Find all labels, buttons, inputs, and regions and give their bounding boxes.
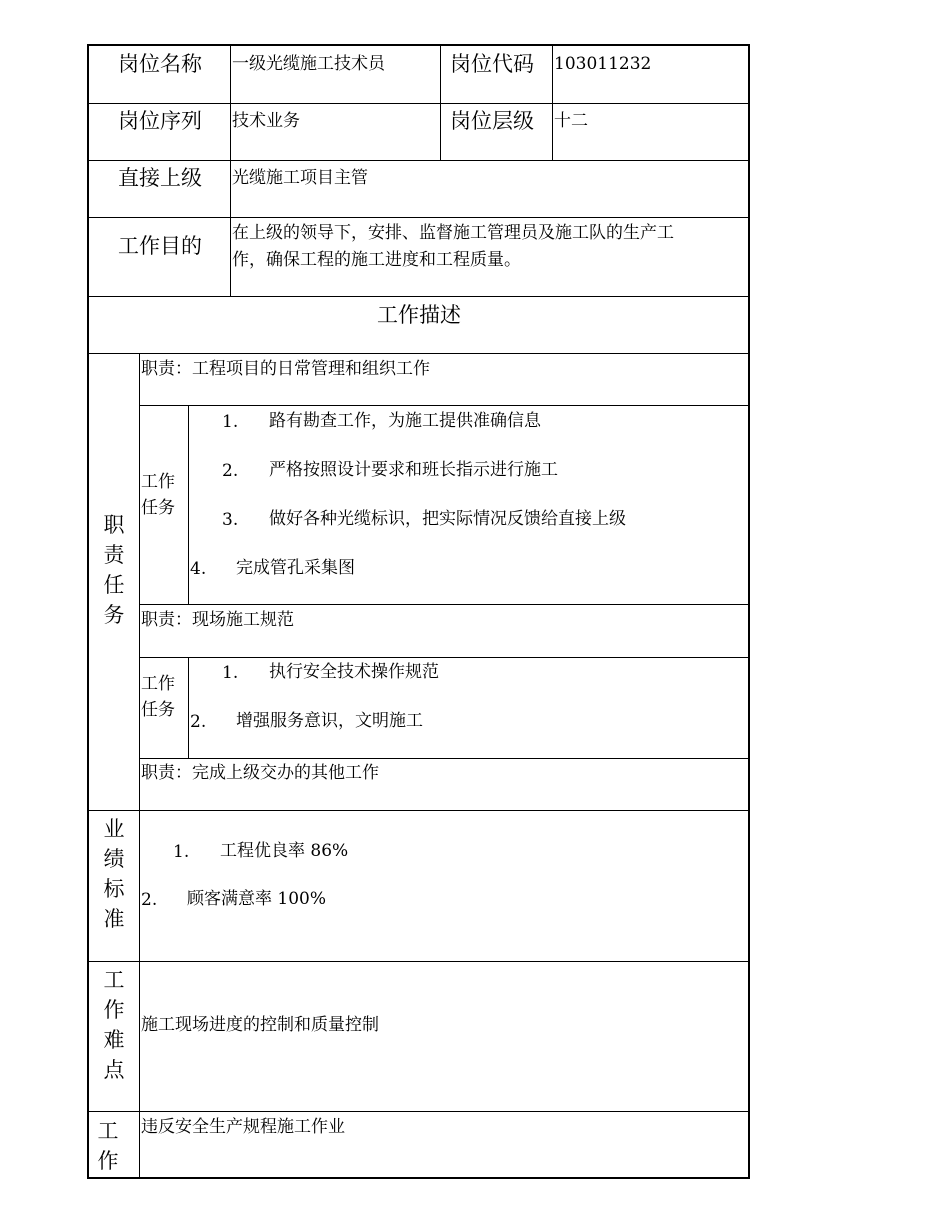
task-number: 3.: [222, 510, 239, 530]
responsibilities-label: 职责任务: [103, 513, 125, 627]
row-divider: [87, 961, 750, 962]
task-text: 增强服务意识，文明施工: [236, 711, 423, 731]
col-divider: [552, 44, 553, 161]
row-divider: [87, 160, 750, 161]
row-divider: [139, 604, 750, 605]
supervisor-value: 光缆施工项目主管: [232, 168, 368, 188]
position-code-label: 岗位代码: [450, 52, 534, 76]
description-title: 工作描述: [377, 303, 461, 327]
duty-title: 职责：现场施工规范: [141, 610, 294, 630]
row-divider: [87, 217, 750, 218]
task-number: 2.: [190, 712, 207, 732]
supervisor-label: 直接上级: [118, 166, 202, 190]
difficulty-text: 施工现场进度的控制和质量控制: [141, 1015, 379, 1035]
task-label: 工作任务: [141, 674, 175, 720]
col-divider: [188, 405, 189, 605]
duty-title: 职责：完成上级交办的其他工作: [141, 763, 379, 783]
col-divider: [230, 44, 231, 297]
performance-number: 1.: [173, 842, 190, 862]
task-text: 做好各种光缆标识，把实际情况反馈给直接上级: [269, 509, 626, 529]
task-text: 执行安全技术操作规范: [269, 662, 439, 682]
row-divider: [87, 353, 750, 354]
position-name-label: 岗位名称: [118, 52, 202, 76]
task-text: 完成管孔采集图: [236, 558, 355, 578]
purpose-label: 工作目的: [118, 234, 202, 258]
row-divider: [87, 296, 750, 297]
row-divider: [139, 758, 750, 759]
last-row-label: 工作: [97, 1119, 119, 1173]
row-divider: [87, 810, 750, 811]
position-level-value: 十二: [554, 111, 588, 131]
row-divider: [87, 103, 750, 104]
performance-number: 2.: [141, 890, 158, 910]
task-label: 工作任务: [141, 472, 175, 518]
task-number: 1.: [222, 412, 239, 432]
purpose-value-line2: 作，确保工程的施工进度和工程质量。: [232, 250, 521, 270]
duty-title: 职责：工程项目的日常管理和组织工作: [141, 359, 430, 379]
position-name-value: 一级光缆施工技术员: [232, 54, 385, 74]
position-series-value: 技术业务: [232, 111, 300, 131]
col-divider: [440, 44, 441, 161]
performance-label: 业绩标准: [103, 817, 125, 931]
row-divider: [139, 657, 750, 658]
position-code-value: 103011232: [554, 54, 652, 74]
task-number: 4.: [190, 559, 207, 579]
performance-text: 工程优良率 86%: [220, 841, 349, 861]
position-level-label: 岗位层级: [450, 109, 534, 133]
purpose-value-line1: 在上级的领导下，安排、监督施工管理员及施工队的生产工: [232, 223, 674, 243]
col-divider: [139, 353, 140, 1179]
row-divider: [87, 1111, 750, 1112]
performance-text: 顾客满意率 100%: [187, 889, 327, 909]
col-divider: [188, 657, 189, 759]
task-number: 1.: [222, 663, 239, 683]
last-row-text: 违反安全生产规程施工作业: [141, 1117, 345, 1137]
difficulty-label: 工作难点: [103, 968, 125, 1082]
position-series-label: 岗位序列: [118, 109, 202, 133]
task-text: 路有勘查工作，为施工提供准确信息: [269, 411, 541, 431]
task-number: 2.: [222, 461, 239, 481]
task-text: 严格按照设计要求和班长指示进行施工: [269, 460, 558, 480]
row-divider: [139, 405, 750, 406]
